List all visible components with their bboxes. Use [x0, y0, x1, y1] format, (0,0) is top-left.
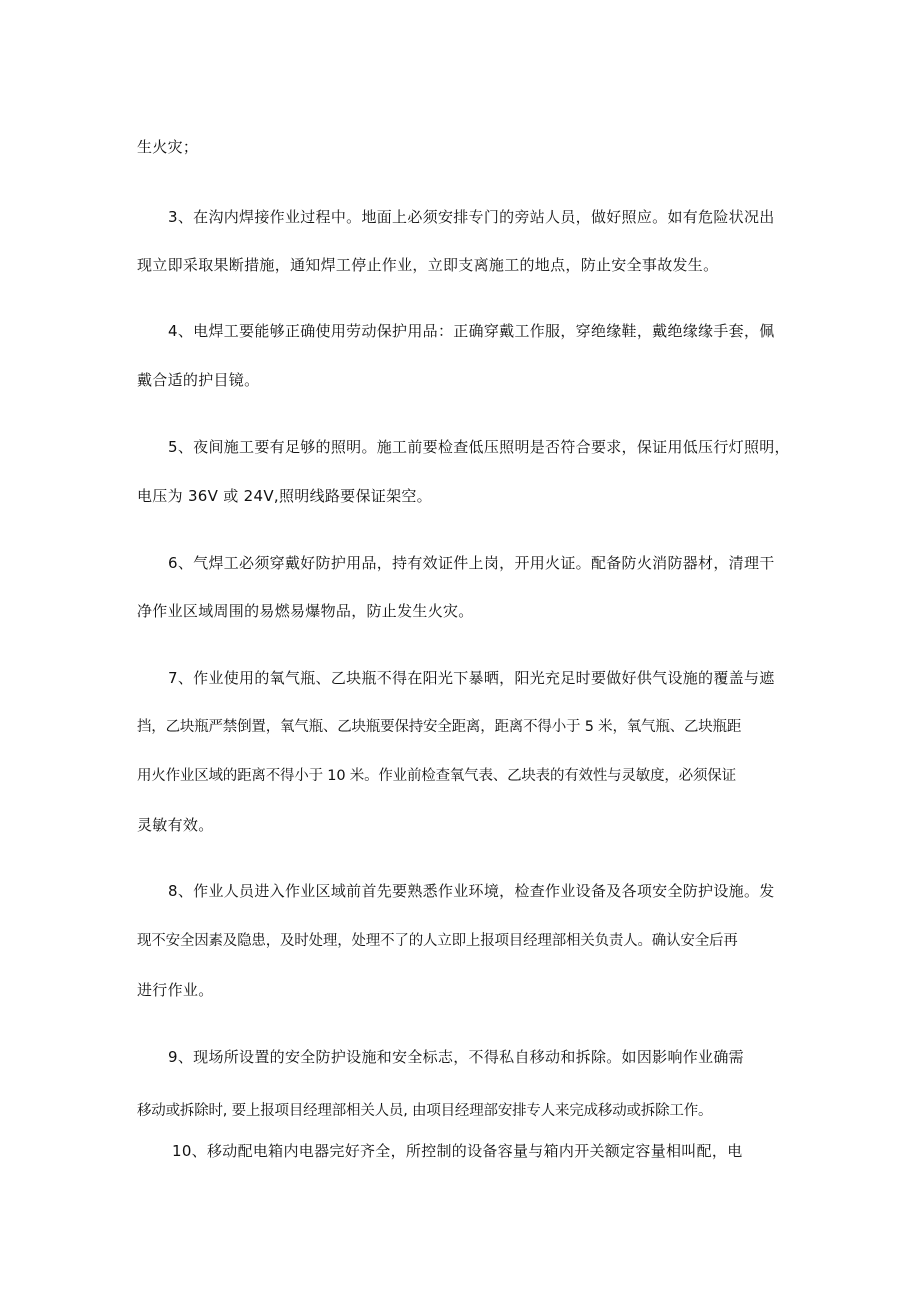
paragraph-7-line-4: 灵敏有效。	[137, 816, 214, 834]
paragraph-9-line-2: 移动或拆除时, 要上报项目经理部相关人员, 由项目经理部安排专人来完成移动或拆除工作。	[137, 1103, 713, 1119]
paragraph-4-line-2: 戴合适的护目镜。	[137, 371, 260, 389]
paragraph-10-line-1: 10、移动配电箱内电器完好齐全，所控制的设备容量与箱内开关额定容量相叫配，电	[172, 1142, 743, 1160]
paragraph-5-line-2: 电压为 36V 或 24V,照明线路要保证架空。	[137, 487, 432, 505]
paragraph-7-line-2: 挡，乙块瓶严禁倒置，氧气瓶、乙块瓶要保持安全距离，距离不得小于 5 米，氧气瓶、乙块瓶距	[137, 719, 742, 735]
paragraph-7-line-1: 7、作业使用的氧气瓶、乙块瓶不得在阳光下暴晒，阳光充足时要做好供气设施的覆盖与遮	[168, 669, 775, 687]
paragraph-9-line-1: 9、现场所设置的安全防护设施和安全标志，不得私自移动和拆除。如因影响作业确需	[168, 1048, 744, 1066]
paragraph-8-line-2: 现不安全因素及隐患，及时处理，处理不了的人立即上报项目经理部相关负责人。确认安全后再	[137, 933, 738, 949]
paragraph-5-line-1: 5、夜间施工要有足够的照明。施工前要检查低压照明是否符合要求，保证用低压行灯照明，	[168, 438, 790, 456]
paragraph-6-line-2: 净作业区域周围的易燃易爆物品，防止发生火灾。	[137, 602, 474, 620]
paragraph-7-line-3: 用火作业区域的距离不得小于 10 米。作业前检查氧气表、乙块表的有效性与灵敏度，必须保证	[137, 768, 736, 784]
paragraph-4-line-1: 4、电焊工要能够正确使用劳动保护用品：正确穿戴工作服，穿绝缘鞋，戴绝缘缘手套，佩	[168, 322, 775, 340]
paragraph-3-line-2: 现立即采取果断措施，通知焊工停止作业，立即支离施工的地点，防止安全事故发生。	[137, 256, 719, 274]
paragraph-8-line-1: 8、作业人员进入作业区域前首先要熟悉作业环境，检查作业设备及各项安全防护设施。发	[168, 882, 775, 900]
paragraph-8-line-3: 进行作业。	[137, 981, 214, 999]
paragraph-2-line-end: 生火灾；	[137, 138, 199, 156]
paragraph-3-line-1: 3、在沟内焊接作业过程中。地面上必须安排专门的旁站人员，做好照应。如有危险状况出	[168, 208, 775, 226]
paragraph-6-line-1: 6、气焊工必须穿戴好防护用品，持有效证件上岗，开用火证。配备防火消防器材，清理干	[168, 554, 775, 572]
